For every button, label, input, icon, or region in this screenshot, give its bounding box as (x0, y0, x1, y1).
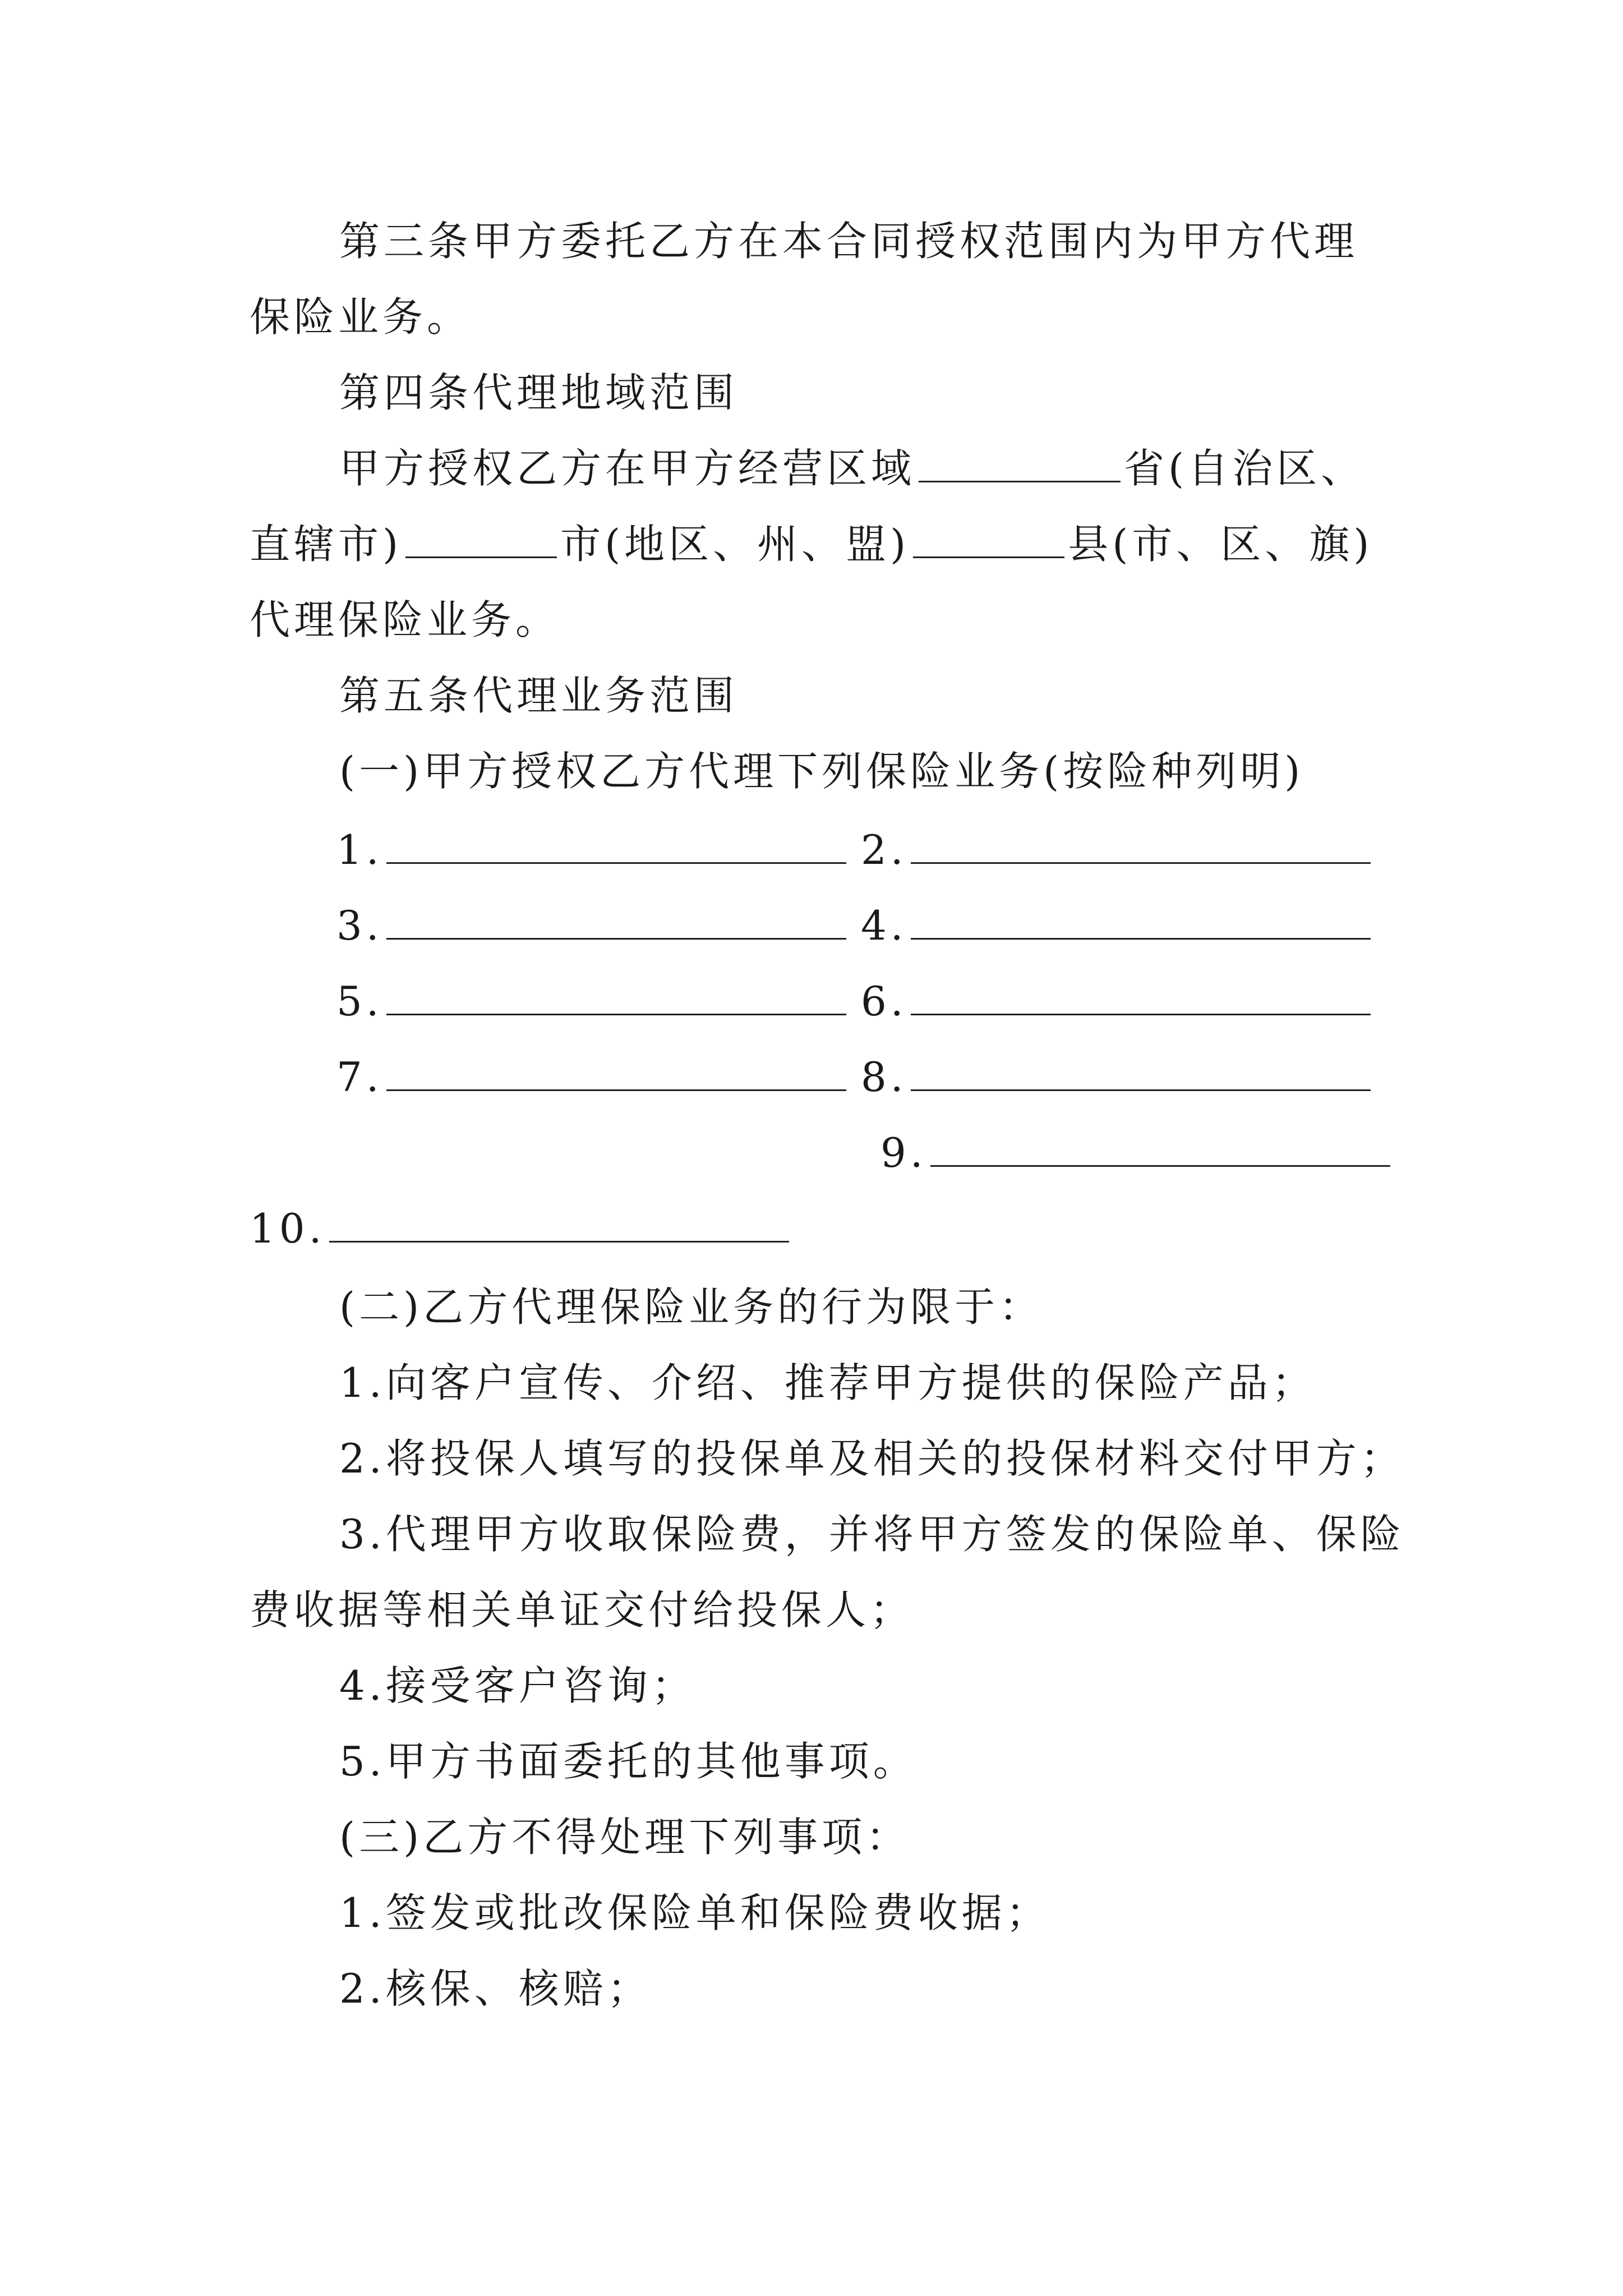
article3-line2: 保险业务。 (250, 293, 472, 341)
list-item: 4. (861, 898, 1374, 954)
list-item: 3. (336, 898, 850, 954)
list-item: 5. (336, 973, 850, 1029)
sec3-title: (三)乙方不得处理下列事项： (339, 1814, 911, 1861)
article3-line1: 第三条甲方委托乙方在本合同授权范围内为甲方代理 (339, 218, 1359, 265)
sec2-item-continuation: 费收据等相关单证交付给投保人； (250, 1586, 915, 1634)
list-item: 2. (861, 822, 1374, 878)
item-blank (329, 1205, 789, 1243)
list-item: 6. (861, 973, 1374, 1029)
item-blank (386, 902, 846, 940)
list-item: 8. (861, 1049, 1374, 1105)
sec2-item: 2.将投保人填写的投保单及相关的投保材料交付甲方； (339, 1435, 1405, 1482)
sec2-item: 4.接受客户咨询； (339, 1662, 696, 1709)
sec2-item: 3.代理甲方收取保险费，并将甲方签发的保险单、保险 (339, 1511, 1405, 1558)
article4-paragraph-line2 (250, 516, 1373, 572)
item-blank (386, 826, 846, 864)
article4-paragraph-line3: 代理保险业务。 (250, 596, 560, 643)
list-item: 9. (880, 1125, 1394, 1181)
sec3-item: 2.核保、核赔； (339, 1965, 652, 2012)
item-blank (386, 1053, 846, 1091)
text: 市(地区、州、盟) (560, 521, 910, 568)
article4-heading: 第四条代理地域范围 (339, 369, 739, 416)
text: 甲方授权乙方在甲方经营区域 (339, 445, 916, 492)
text: 县(市、区、旗) (1068, 521, 1373, 568)
sec2-title: (二)乙方代理保险业务的行为限于： (339, 1283, 1044, 1331)
city-blank (405, 521, 557, 558)
item-blank (911, 902, 1371, 940)
text: 直辖市) (250, 521, 403, 568)
sec3-item: 1.签发或批改保险单和保险费收据； (339, 1889, 1050, 1936)
list-item: 1. (336, 822, 850, 878)
article4-paragraph-line1 (339, 440, 1365, 496)
item-blank (911, 978, 1371, 1015)
list-item: 10. (250, 1200, 792, 1257)
article5-heading: 第五条代理业务范围 (339, 672, 739, 719)
item-blank (386, 978, 846, 1015)
county-blank (913, 521, 1064, 558)
sec2-item: 5.甲方书面委托的其他事项。 (339, 1738, 917, 1785)
item-blank (911, 826, 1371, 864)
list-item: 7. (336, 1049, 850, 1105)
item-blank (930, 1129, 1390, 1167)
text: 省(自治区、 (1124, 445, 1366, 492)
sec2-item: 1.向客户宣传、介绍、推荐甲方提供的保险产品； (339, 1359, 1316, 1406)
item-blank (911, 1053, 1371, 1091)
sec1-title: (一)甲方授权乙方代理下列保险业务(按险种列明) (339, 748, 1304, 795)
province-blank (919, 445, 1121, 482)
